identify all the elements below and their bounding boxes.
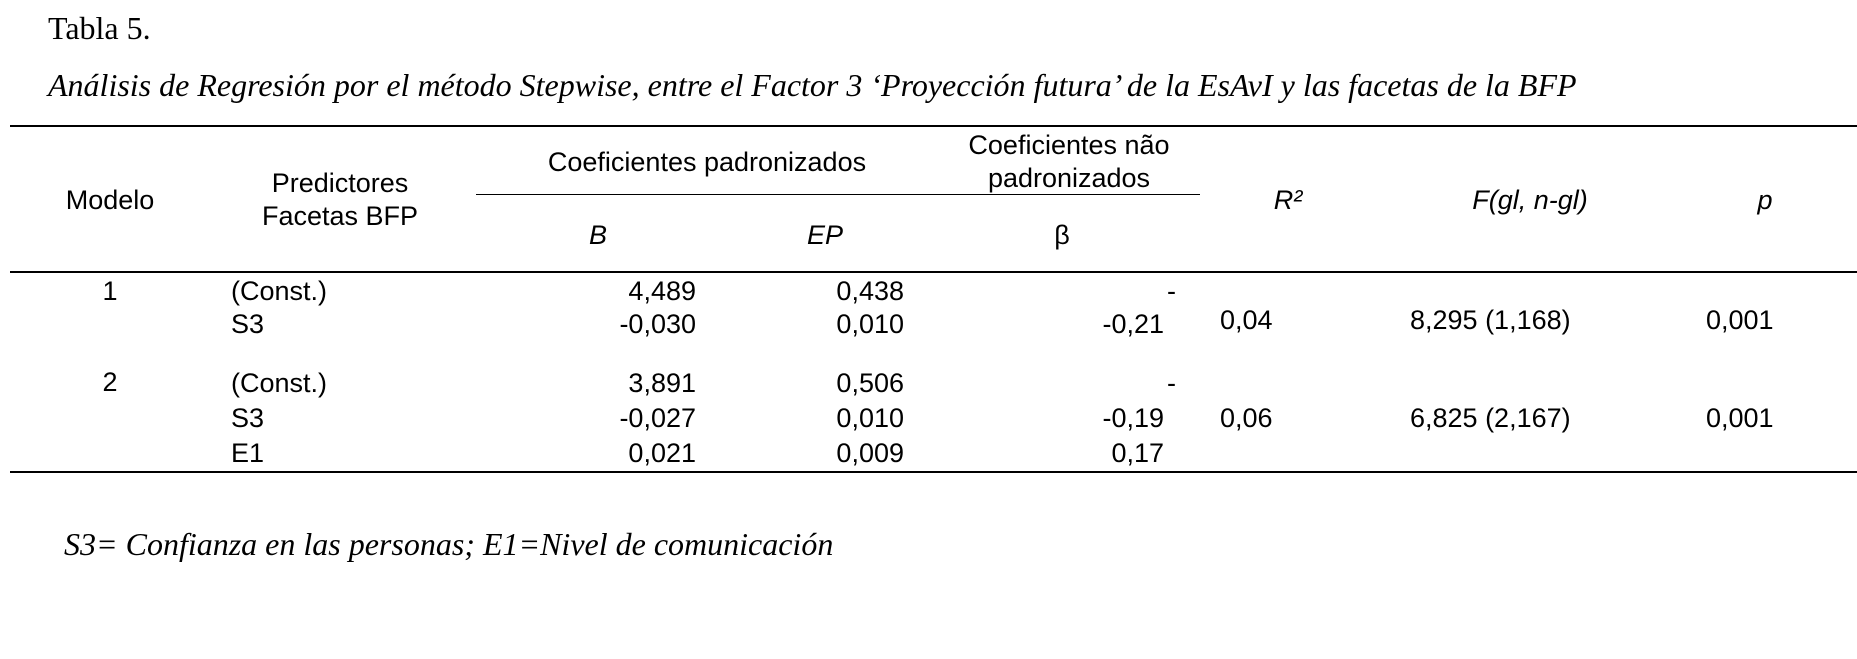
header-coef-nao-line1: Coeficientes não <box>968 130 1170 160</box>
table-label: Tabla 5. <box>48 10 151 46</box>
header-f: F(gl, n-gl) <box>1472 185 1588 215</box>
model-number: 2 <box>102 367 118 397</box>
beta-cell: - <box>1167 276 1176 306</box>
beta-cell: -0,19 <box>1102 403 1164 433</box>
r2-cell: 0,04 <box>1220 305 1273 335</box>
model-number: 1 <box>102 276 118 306</box>
header-r2: R² <box>1273 185 1303 215</box>
ep-cell: 0,010 <box>836 403 904 433</box>
ep-cell: 0,506 <box>836 368 904 398</box>
header-coef-nao-line2: padronizados <box>987 163 1151 193</box>
table-footnote: S3= Confianza en las personas; E1=Nivel de comunicación <box>64 526 834 562</box>
b-cell: 4,489 <box>628 276 696 306</box>
predictor-cell: S3 <box>231 309 265 339</box>
r2-cell: 0,06 <box>1220 403 1273 433</box>
f-cell: 6,825 (2,167) <box>1410 403 1571 433</box>
b-cell: 3,891 <box>628 368 696 398</box>
table-bottom-rule <box>10 471 1857 473</box>
header-bottom-rule <box>10 271 1857 273</box>
b-cell: -0,030 <box>619 309 696 339</box>
ep-cell: 0,009 <box>836 438 904 468</box>
header-modelo: Modelo <box>65 185 155 215</box>
table-top-rule <box>10 125 1857 127</box>
header-b: B <box>588 220 607 250</box>
table-caption: Análisis de Regresión por el método Stepwise, entre el Factor 3 ‘Proyección futura’ de la EsAvI y las facetas de la BFP <box>48 67 1577 103</box>
header-predictores: Predictores <box>271 168 409 198</box>
header-p: p <box>1757 185 1773 215</box>
predictor-cell: (Const.) <box>231 276 328 306</box>
beta-cell: 0,17 <box>1111 438 1164 468</box>
header-group-rule-padronizados <box>476 194 938 195</box>
predictor-cell: S3 <box>231 403 265 433</box>
header-coef-padronizados: Coeficientes padronizados <box>547 147 867 177</box>
header-facetas: Facetas BFP <box>261 201 419 231</box>
p-cell: 0,001 <box>1706 403 1774 433</box>
header-beta: β <box>1054 220 1070 250</box>
p-cell: 0,001 <box>1706 305 1774 335</box>
ep-cell: 0,438 <box>836 276 904 306</box>
beta-cell: -0,21 <box>1102 309 1164 339</box>
f-cell: 8,295 (1,168) <box>1410 305 1571 335</box>
b-cell: -0,027 <box>619 403 696 433</box>
beta-cell: - <box>1167 368 1176 398</box>
header-ep: EP <box>806 220 844 250</box>
predictor-cell: E1 <box>231 438 265 468</box>
ep-cell: 0,010 <box>836 309 904 339</box>
b-cell: 0,021 <box>628 438 696 468</box>
predictor-cell: (Const.) <box>231 368 328 398</box>
